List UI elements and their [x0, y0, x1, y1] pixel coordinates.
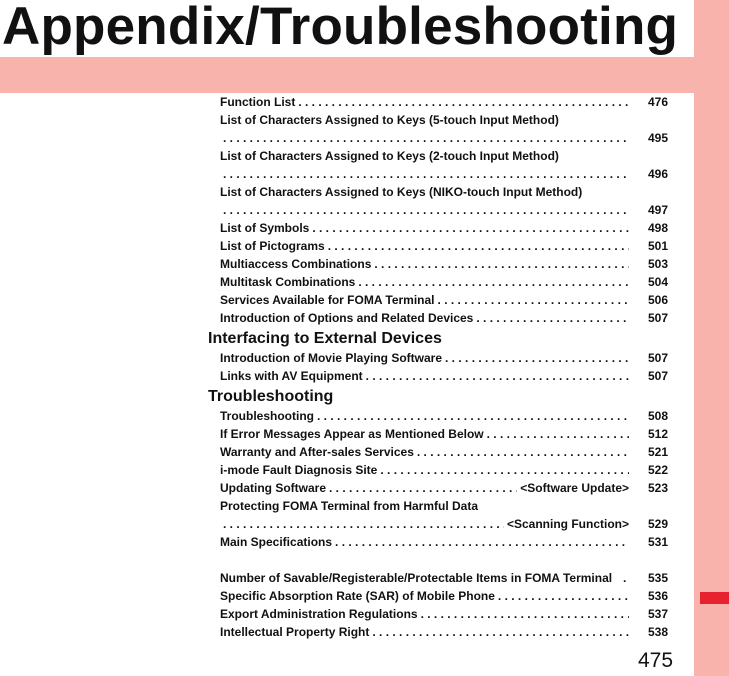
- toc-entry-title[interactable]: List of Pictograms: [220, 239, 325, 253]
- toc-entry[interactable]: [208, 255, 668, 273]
- toc-entry[interactable]: [208, 587, 668, 605]
- toc-entry-page[interactable]: 497: [647, 203, 668, 217]
- dot-leader: [223, 129, 629, 147]
- toc-entry-title[interactable]: Intellectual Property Right: [220, 625, 370, 639]
- dot-leader: [380, 461, 629, 479]
- toc-entry-page[interactable]: 496: [647, 167, 668, 181]
- toc-entry-page[interactable]: 512: [647, 427, 668, 441]
- toc-entry-title[interactable]: Multitask Combinations: [220, 275, 356, 289]
- dot-leader: [498, 587, 629, 605]
- toc-entry[interactable]: [208, 183, 668, 219]
- dot-leader: [476, 309, 629, 327]
- toc-entry[interactable]: [208, 291, 668, 309]
- toc-entry-page[interactable]: 501: [647, 239, 668, 253]
- toc-entry-page[interactable]: 507: [647, 369, 668, 383]
- dot-leader: [372, 623, 629, 641]
- toc-entry[interactable]: [208, 425, 668, 443]
- dot-leader: [312, 219, 629, 237]
- toc-entry[interactable]: [208, 367, 668, 385]
- toc-entry-title[interactable]: List of Symbols: [220, 221, 310, 235]
- dot-leader: [358, 273, 629, 291]
- dot-leader: [223, 515, 504, 533]
- toc-entry[interactable]: [208, 533, 668, 551]
- toc-entry-page[interactable]: 504: [647, 275, 668, 289]
- dot-leader: [623, 569, 629, 587]
- toc-entry-page[interactable]: 503: [647, 257, 668, 271]
- toc-entry[interactable]: [208, 461, 668, 479]
- toc-entry-page[interactable]: 531: [647, 535, 668, 549]
- toc-entry-page[interactable]: 476: [647, 95, 668, 109]
- toc-entry[interactable]: [208, 93, 668, 111]
- toc-entry-title[interactable]: Function List: [220, 95, 296, 109]
- dot-leader: [366, 367, 629, 385]
- dot-leader: [374, 255, 629, 273]
- toc-entry-page[interactable]: 508: [647, 409, 668, 423]
- toc-entry-title[interactable]: List of Characters Assigned to Keys (5-touch Input Method): [220, 113, 559, 127]
- section-heading: Interfacing to External Devices: [208, 330, 442, 347]
- toc-entry-page[interactable]: 537: [647, 607, 668, 621]
- toc-entry-title[interactable]: List of Characters Assigned to Keys (2-touch Input Method): [220, 149, 559, 163]
- toc-entry-title[interactable]: List of Characters Assigned to Keys (NIKO-touch Input Method): [220, 185, 583, 199]
- toc-entry[interactable]: [208, 147, 668, 183]
- toc-entry-page[interactable]: 506: [647, 293, 668, 307]
- toc-entry[interactable]: [208, 237, 668, 255]
- dot-leader: [223, 165, 629, 183]
- toc-entry-title[interactable]: Introduction of Movie Playing Software: [220, 351, 443, 365]
- toc-entry[interactable]: [208, 349, 668, 367]
- dot-leader: [438, 291, 629, 309]
- toc-entry-page[interactable]: 536: [647, 589, 668, 603]
- toc-entry-title[interactable]: i-mode Fault Diagnosis Site: [220, 463, 378, 477]
- toc-entry-title[interactable]: Introduction of Options and Related Devices: [220, 311, 474, 325]
- toc-entry-title[interactable]: If Error Messages Appear as Mentioned Below: [220, 427, 484, 441]
- toc-entry[interactable]: [208, 443, 668, 461]
- toc-entry-title[interactable]: Multiaccess Combinations: [220, 257, 372, 271]
- section-heading: Troubleshooting: [208, 388, 334, 405]
- toc-entry-page[interactable]: 521: [647, 445, 668, 459]
- page-title: Appendix/Troubleshooting: [2, 0, 679, 56]
- toc-entry[interactable]: [208, 605, 668, 623]
- chapter-index-tab[interactable]: [700, 592, 729, 604]
- dot-leader: [421, 605, 629, 623]
- toc-entry[interactable]: [208, 623, 668, 641]
- dot-leader: [329, 479, 517, 497]
- toc-entry[interactable]: [208, 309, 668, 327]
- toc-entry-page[interactable]: 507: [647, 351, 668, 365]
- table-of-contents: [208, 93, 668, 641]
- title-band: [0, 57, 694, 93]
- side-index-strip: [694, 0, 729, 676]
- toc-entry-page[interactable]: 538: [647, 625, 668, 639]
- toc-entry-title[interactable]: Links with AV Equipment: [220, 369, 363, 383]
- toc-entry-title[interactable]: Export Administration Regulations: [220, 607, 418, 621]
- toc-entry-title[interactable]: Warranty and After-sales Services: [220, 445, 414, 459]
- dot-leader: [445, 349, 629, 367]
- toc-entry-function-name: <Software Update>: [520, 481, 629, 495]
- toc-entry-title[interactable]: Specific Absorption Rate (SAR) of Mobile Phone: [220, 589, 495, 603]
- toc-entry[interactable]: [208, 111, 668, 147]
- page-number: 475: [638, 649, 674, 672]
- toc-entry[interactable]: [208, 407, 668, 425]
- toc-entry-title[interactable]: Updating Software: [220, 481, 327, 495]
- toc-entry-title[interactable]: Number of Savable/Registerable/Protectable Items in FOMA Terminal: [220, 571, 613, 585]
- dot-leader: [335, 533, 629, 551]
- toc-entry-title[interactable]: Protecting FOMA Terminal from Harmful Data: [220, 499, 479, 513]
- toc-entry[interactable]: [208, 273, 668, 291]
- toc-entry-page[interactable]: 522: [647, 463, 668, 477]
- toc-entry[interactable]: [208, 497, 668, 533]
- toc-entry-title[interactable]: Troubleshooting: [220, 409, 314, 423]
- dot-leader: [417, 443, 629, 461]
- toc-entry-page[interactable]: 507: [647, 311, 668, 325]
- toc-entry-page[interactable]: 529: [647, 517, 668, 531]
- toc-entry-page[interactable]: 495: [647, 131, 668, 145]
- toc-entry[interactable]: [208, 479, 668, 497]
- toc-entry[interactable]: [208, 219, 668, 237]
- toc-entry-function-name: <Scanning Function>: [506, 517, 629, 531]
- dot-leader: [487, 425, 629, 443]
- toc-entry-title[interactable]: Main Specifications: [220, 535, 333, 549]
- dot-leader: [317, 407, 629, 425]
- dot-leader: [298, 93, 629, 111]
- toc-entry-page[interactable]: 523: [647, 481, 668, 495]
- dot-leader: [328, 237, 629, 255]
- toc-entry-page[interactable]: 535: [647, 571, 668, 585]
- toc-entry[interactable]: [208, 551, 668, 587]
- toc-entry-title[interactable]: Services Available for FOMA Terminal: [220, 293, 435, 307]
- toc-entry-page[interactable]: 498: [647, 221, 668, 235]
- dot-leader: [223, 201, 629, 219]
